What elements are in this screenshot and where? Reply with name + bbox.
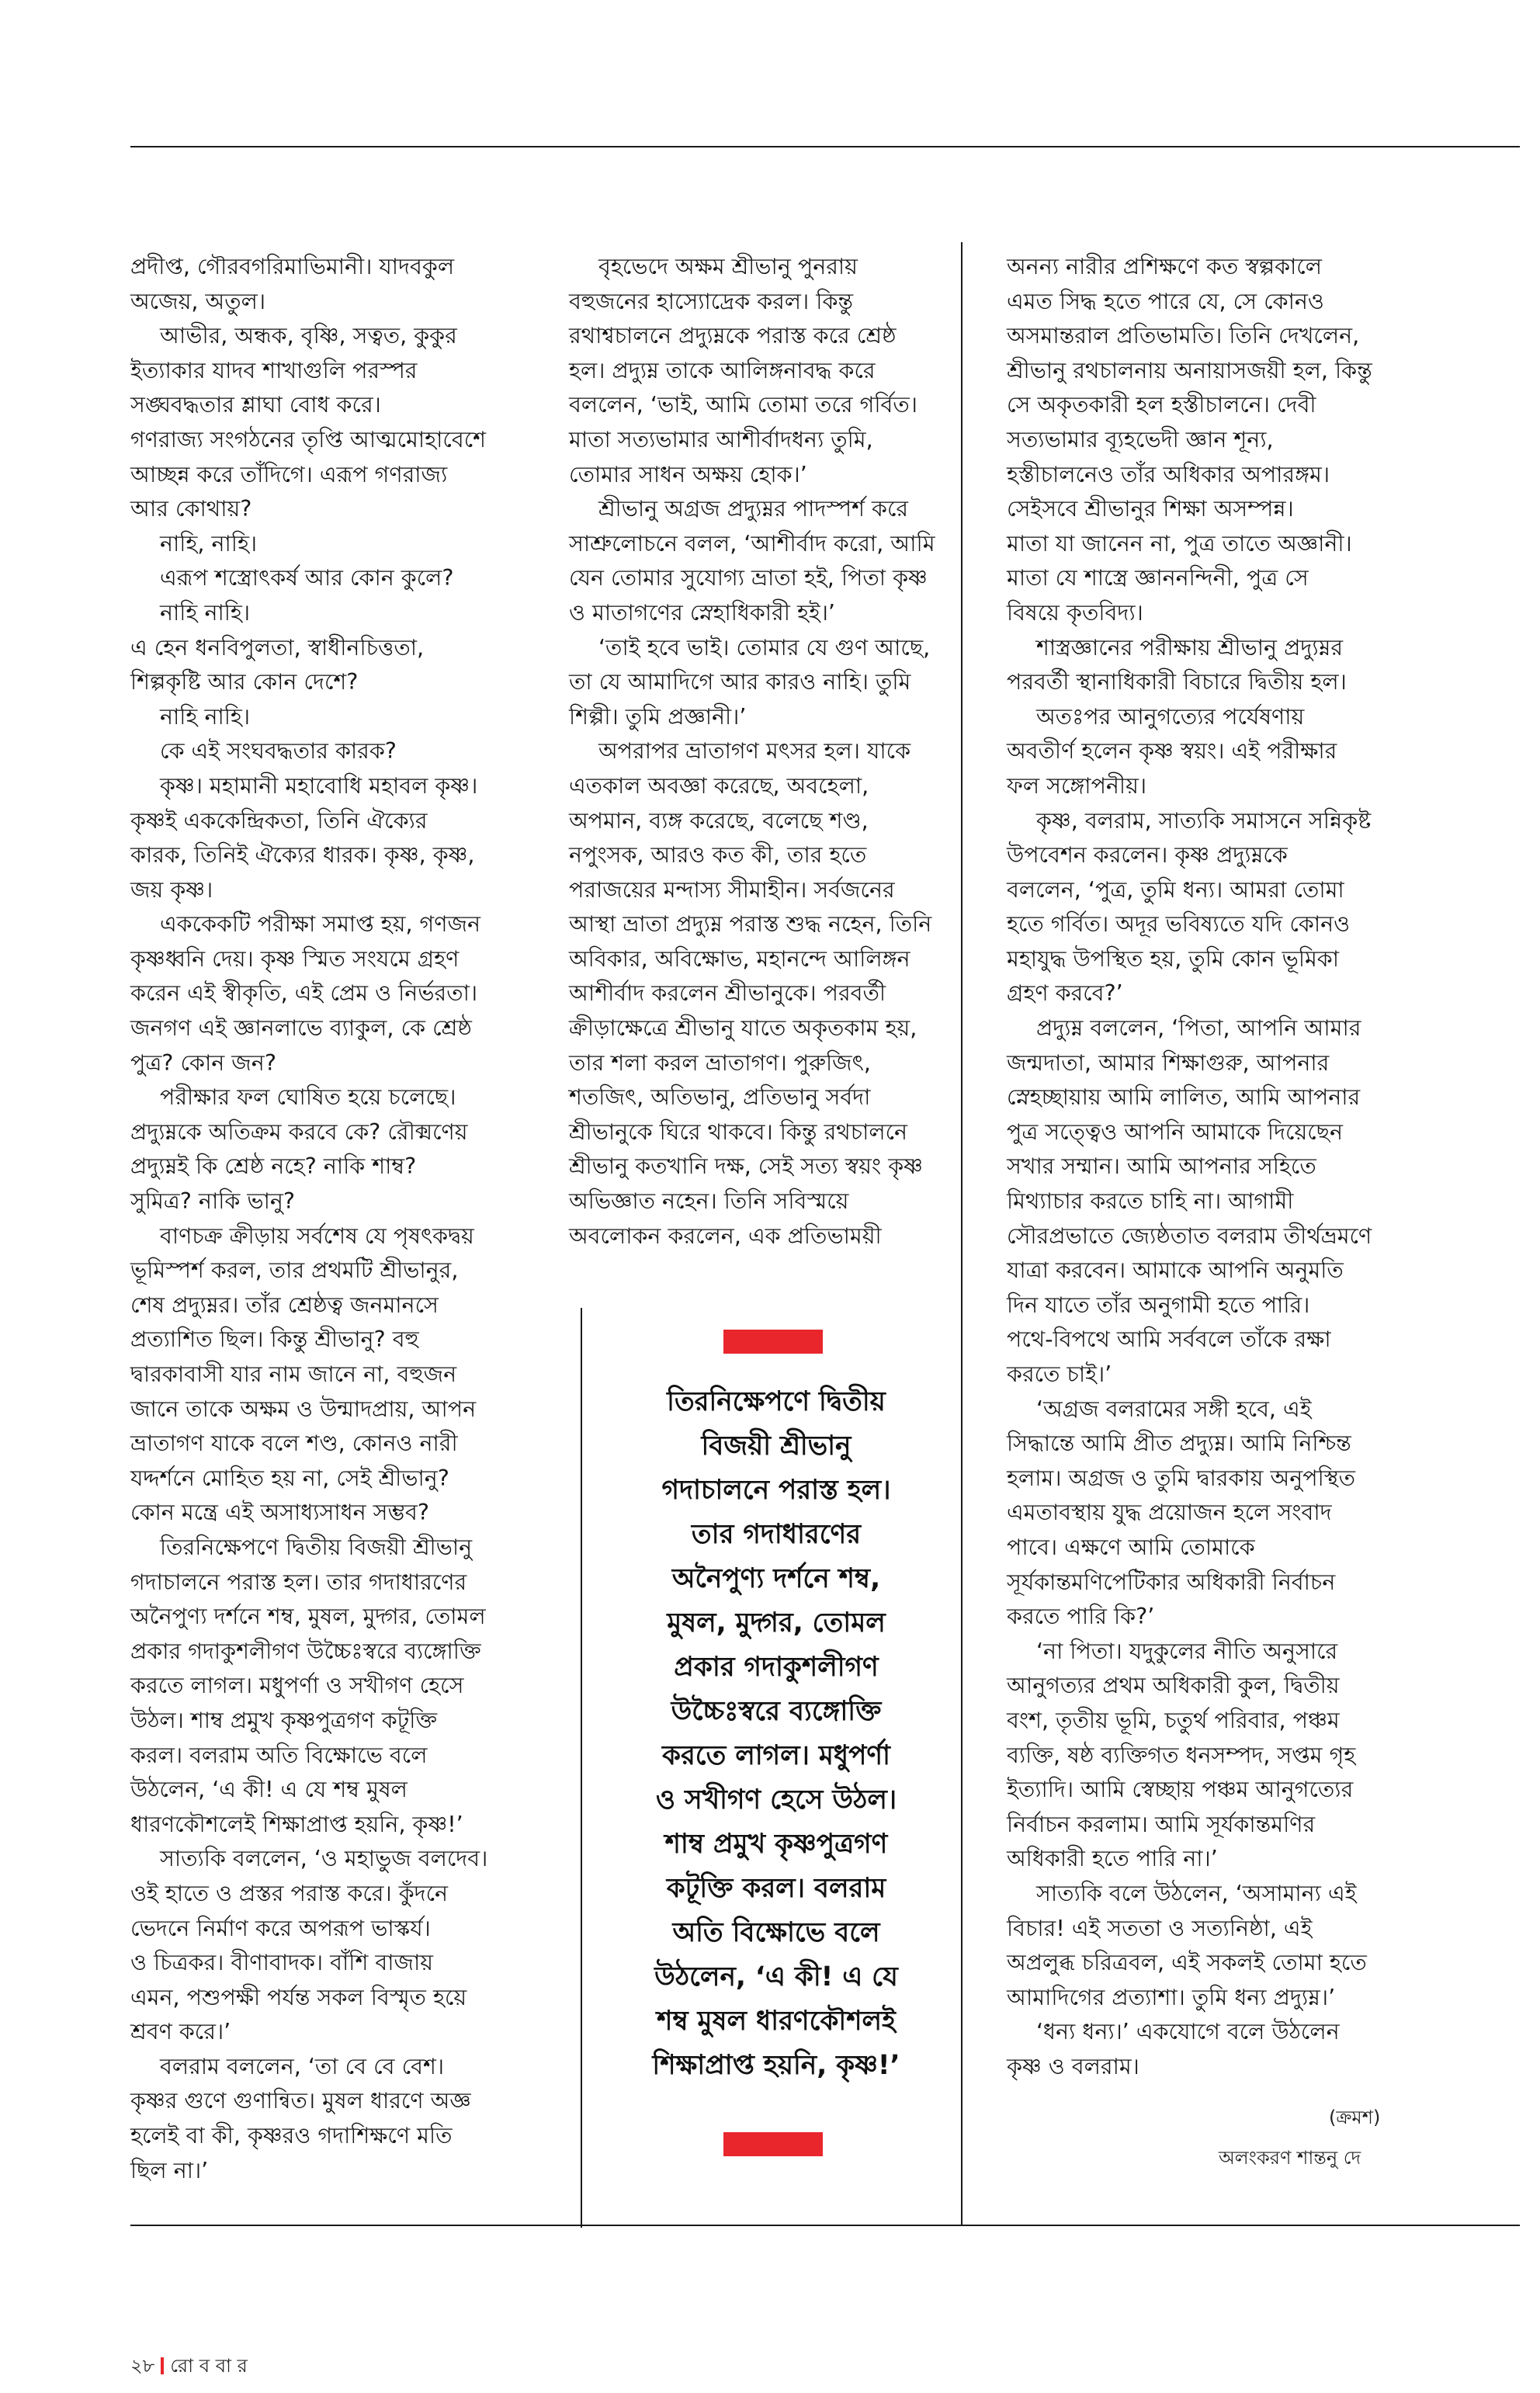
column-1-line: গদাচালনে পরাস্ত হল। তার গদাধারণের bbox=[130, 1569, 467, 1595]
column-1-line: দ্বারকাবাসী যার নাম জানে না, বহুজন bbox=[130, 1361, 457, 1387]
column-3-line: বিষয়ে কৃতবিদ্য। bbox=[1007, 599, 1143, 626]
column-3-line: পরবর্তী স্থানাধিকারী বিচারে দ্বিতীয় হল। bbox=[1007, 669, 1347, 695]
page-number: ২৮ bbox=[130, 2355, 155, 2377]
column-1-line: সঙ্ঘবদ্ধতার শ্লাঘা বোধ করে। bbox=[130, 392, 381, 418]
column-1-line: পরীক্ষার ফল ঘোষিত হয়ে চলেছে। bbox=[160, 1084, 456, 1111]
column-3-line: স্নেহচ্ছায়ায় আমি লালিত, আমি আপনার bbox=[1007, 1084, 1361, 1111]
pullquote-line: তার গদাধারণের bbox=[691, 1519, 862, 1550]
column-3-line: শ্রীভানু রথচালনায় অনায়াসজয়ী হল, কিন্তু bbox=[1007, 357, 1372, 383]
pullquote-line: উচ্চৈঃস্বরে ব্যঙ্গোক্তি bbox=[671, 1696, 882, 1727]
pullquote-line: উঠলেন, ‘এ কী! এ যে bbox=[654, 1961, 898, 1992]
column-2-line: অভিজ্ঞাত নহেন। তিনি সবিস্ময়ে bbox=[569, 1188, 849, 1215]
column-1-line: করল। বলরাম অতি বিক্ষোভে বলে bbox=[130, 1742, 428, 1768]
column-1 bbox=[130, 250, 571, 2188]
column-1-line: সাত্যকি বললেন, ‘ও মহাভুজ বলদেব। bbox=[160, 1846, 488, 1872]
column-1-line: করতে লাগল। মধুপর্ণা ও সখীগণ হেসে bbox=[130, 1673, 464, 1699]
column-3-line: মাতা যে শাস্ত্রে জ্ঞাননন্দিনী, পুত্র সে bbox=[1007, 565, 1309, 591]
column-3-line: ‘ধন্য ধন্য।’ একযোগে বলে উঠলেন bbox=[1036, 2019, 1340, 2045]
continued-note: (ক্রমশ) bbox=[1329, 2107, 1381, 2128]
column-1-line: ভ্রাতাগণ যাকে বলে শণ্ড, কোনও নারী bbox=[130, 1431, 458, 1457]
column-1-line: কৃষ্ণ। মহামানী মহাবোধি মহাবল কৃষ্ণ। bbox=[160, 772, 478, 799]
column-3-line: পুত্র সত্ত্বেও আপনি আমাকে দিয়েছেন bbox=[1007, 1118, 1344, 1145]
column-2-line: ও মাতাগণের স্নেহাধিকারী হই।’ bbox=[569, 599, 835, 626]
pullquote-line: বিজয়ী শ্রীভানু bbox=[701, 1431, 852, 1462]
column-3-line: বংশ, তৃতীয় ভূমি, চতুর্থ পরিবার, পঞ্চম bbox=[1007, 1707, 1340, 1733]
column-1-line: কে এই সংঘবদ্ধতার কারক? bbox=[160, 738, 397, 765]
column-3-line: সখার সম্মান। আমি আপনার সহিতে bbox=[1007, 1153, 1316, 1180]
column-3 bbox=[1007, 250, 1496, 2084]
column-2-line: ‘তাই হবে ভাই। তোমার যে গুণ আছে, bbox=[598, 634, 931, 661]
column-2-line: শিল্পী। তুমি প্রজ্ঞানী।’ bbox=[569, 703, 747, 730]
column-3-line: বললেন, ‘পুত্র, তুমি ধন্য। আমরা তোমা bbox=[1007, 876, 1344, 903]
column-2-line: শতজিৎ, অতিভানু, প্রতিভানু সর্বদা bbox=[569, 1084, 871, 1111]
column-1-line: উঠল। শাম্ব প্রমুখ কৃষ্ণপুত্রগণ কটূক্তি bbox=[130, 1707, 438, 1733]
column-3-line: ব্যক্তি, ষষ্ঠ ব্যক্তিগত ধনসম্পদ, সপ্তম গৃহ bbox=[1007, 1742, 1356, 1768]
illustration-credit: অলংকরণ শান্তনু দে bbox=[1219, 2147, 1361, 2169]
column-1-line: প্রত্যাশিত ছিল। কিন্তু শ্রীভানু? বহু bbox=[130, 1327, 419, 1353]
pullquote-bottom-bar bbox=[723, 2132, 823, 2156]
publication-name: রো ব বা র bbox=[170, 2355, 248, 2377]
column-3-line: গ্রহণ করবে?’ bbox=[1007, 980, 1123, 1007]
bottom-rule bbox=[130, 2225, 1520, 2226]
column-3-line: বিচার! এই সততা ও সত্যনিষ্ঠা, এই bbox=[1007, 1915, 1313, 1941]
column-2-line: আশীর্বাদ করলেন শ্রীভানুকে। পরবর্তী bbox=[569, 980, 886, 1007]
column-1-line: ধারণকৌশলেই শিক্ষাপ্রাপ্ত হয়নি, কৃষ্ণ!’ bbox=[130, 1811, 463, 1837]
pullquote-top-bar bbox=[723, 1330, 823, 1354]
column-1-line: হলেই বা কী, কৃষ্ণরও গদাশিক্ষণে মতি bbox=[130, 2123, 453, 2149]
column-3-line: হতে গর্বিত। অদূর ভবিষ্যতে যদি কোনও bbox=[1007, 911, 1351, 938]
column-3-line: অপ্রলুব্ধ চরিত্রবল, এই সকলই তোমা হতে bbox=[1007, 1950, 1367, 1976]
column-1-line: আভীর, অন্ধক, বৃষ্ণি, সত্বত, কুকুর bbox=[160, 323, 457, 349]
column-1-line: পুত্র? কোন জন? bbox=[130, 1049, 276, 1076]
pullquote-line: শম্ব মুষল ধারণকৌশলই bbox=[657, 2006, 896, 2037]
column-1-line: উঠলেন, ‘এ কী! এ যে শম্ব মুষল bbox=[130, 1777, 408, 1803]
column-1-line: বাণচক্র ক্রীড়ায় সর্বশেষ যে পৃষৎকদ্বয় bbox=[160, 1223, 474, 1249]
column-1-line: বলরাম বললেন, ‘তা বে বে বেশ। bbox=[160, 2053, 445, 2079]
column-1-line: জানে তাকে অক্ষম ও উন্মাদপ্রায়, আপন bbox=[130, 1396, 477, 1422]
column-3-line: যাত্রা করবেন। আমাকে আপনি অনুমতি bbox=[1007, 1257, 1344, 1284]
column-3-line: করতে পারি কি?’ bbox=[1007, 1604, 1155, 1630]
column-1-line: প্রদ্যুম্নকে অতিক্রম করবে কে? রৌক্মণেয় bbox=[130, 1118, 468, 1145]
column-1-line: অজেয়, অতুল। bbox=[130, 288, 266, 314]
column-1-line: আচ্ছন্ন করে তাঁদিগে। এরূপ গণরাজ্য bbox=[130, 461, 448, 487]
pullquote-line: শিক্ষাপ্রাপ্ত হয়নি, কৃষ্ণ!’ bbox=[652, 2050, 900, 2081]
column-3-line: সে অকৃতকারী হল হস্তীচালনে। দেবী bbox=[1007, 392, 1316, 418]
footer-separator bbox=[161, 2357, 164, 2374]
column-2-line: অবলোকন করলেন, এক প্রতিভাময়ী bbox=[569, 1223, 882, 1249]
column-3-line: কৃষ্ণ ও বলরাম। bbox=[1007, 2053, 1139, 2079]
column-1-line: জয় কৃষ্ণ। bbox=[130, 876, 213, 903]
column-3-line: মাতা যা জানেন না, পুত্র তাতে অজ্ঞানী। bbox=[1007, 530, 1352, 557]
column-2-line: আস্থা ভ্রাতা প্রদ্যুম্ন পরাস্ত শুদ্ধ নহেন, তিনি bbox=[569, 911, 932, 938]
pullquote bbox=[590, 1380, 962, 2088]
column-1-line: কারক, তিনিই ঐক্যের ধারক। কৃষ্ণ, কৃষ্ণ, bbox=[130, 842, 475, 869]
column-1-line: ও চিত্রকর। বীণাবাদক। বাঁশি বাজায় bbox=[130, 1950, 434, 1976]
column-2 bbox=[569, 250, 949, 1254]
column-2-line: হল। প্রদ্যুম্ন তাকে আলিঙ্গনাবদ্ধ করে bbox=[569, 357, 876, 383]
column-1-line: নাহি নাহি। bbox=[160, 599, 251, 626]
column-3-line: দিন যাতে তাঁর অনুগামী হতে পারি। bbox=[1007, 1292, 1310, 1318]
column-2-line: শ্রীভানুকে ঘিরে থাকবে। কিন্তু রথচালনে bbox=[569, 1118, 908, 1145]
column-2-line: তার শলা করল ভ্রাতাগণ। পুরুজিৎ, bbox=[569, 1049, 871, 1076]
pullquote-line: করতে লাগল। মধুপর্ণা bbox=[661, 1740, 891, 1771]
column-3-line: এমতাবস্থায় যুদ্ধ প্রয়োজন হলে সংবাদ bbox=[1007, 1500, 1332, 1526]
column-1-line: করেন এই স্বীকৃতি, এই প্রেম ও নির্ভরতা। bbox=[130, 980, 478, 1007]
column-2-line: তোমার সাধন অক্ষয় হোক।’ bbox=[569, 461, 807, 487]
column-1-line: কৃষ্ণই এককেন্দ্রিকতা, তিনি ঐক্যের bbox=[130, 807, 428, 834]
column-1-line: সুমিত্র? নাকি ভানু? bbox=[130, 1188, 295, 1215]
column-1-line: কৃষ্ণর গুণে গুণান্বিত। মুষল ধারণে অজ্ঞ bbox=[130, 2088, 471, 2114]
column-3-line: অধিকারী হতে পারি না।’ bbox=[1007, 1846, 1218, 1872]
column-2-line: রথাশ্বচালনে প্রদ্যুম্নকে পরাস্ত করে শ্রেষ্ঠ bbox=[569, 323, 897, 349]
column-3-line: সূর্যকান্তমণিপেটিকার অধিকারী নির্বাচন bbox=[1007, 1569, 1336, 1595]
column-3-line: ফল সঙ্গোপনীয়। bbox=[1007, 772, 1147, 799]
column-1-line: প্রদ্যুম্নই কি শ্রেষ্ঠ নহে? নাকি শাম্ব? bbox=[130, 1153, 417, 1180]
column-2-line: ক্রীড়াক্ষেত্রে শ্রীভানু যাতে অকৃতকাম হয়, bbox=[569, 1015, 917, 1042]
column-2-line: শ্রীভানু অগ্রজ প্রদ্যুম্নর পাদস্পর্শ করে bbox=[598, 496, 909, 522]
column-2-line: পরাজয়ের মন্দাস্য সীমাহীন। সর্বজনের bbox=[569, 876, 895, 903]
column-1-line: ছিল না।’ bbox=[130, 2157, 209, 2183]
column-3-line: সৌরপ্রভাতে জ্যেষ্ঠতাত বলরাম তীর্থভ্রমণে bbox=[1007, 1223, 1372, 1249]
column-1-line: এরূপ শস্ত্রোৎকর্ষ আর কোন কুলে? bbox=[160, 565, 454, 591]
page-footer bbox=[130, 2352, 248, 2383]
column-1-line: আর কোথায়? bbox=[130, 496, 252, 522]
column-3-line: আমাদিগের প্রত্যাশা। তুমি ধন্য প্রদ্যুম্ন।’ bbox=[1007, 1984, 1336, 2010]
column-3-line: শাস্ত্রজ্ঞানের পরীক্ষায় শ্রীভানু প্রদ্যুম্নর bbox=[1036, 634, 1344, 661]
column-3-line: জন্মদাতা, আমার শিক্ষাগুরু, আপনার bbox=[1007, 1049, 1330, 1076]
column-3-line: পাবে। এক্ষণে আমি তোমাকে bbox=[1007, 1534, 1255, 1560]
column-1-line: শিল্পকৃষ্টি আর কোন দেশে? bbox=[130, 669, 359, 695]
column-1-line: কৃষ্ণধ্বনি দেয়। কৃষ্ণ স্মিত সংযমে গ্রহণ bbox=[130, 945, 460, 972]
column-2-line: অবিকার, অবিক্ষোভ, মহানন্দে আলিঙ্গন bbox=[569, 945, 910, 972]
column-1-line: ইত্যাকার যাদব শাখাগুলি পরস্পর bbox=[130, 357, 418, 383]
column-2-line: যেন তোমার সুযোগ্য ভ্রাতা হই, পিতা কৃষ্ণ bbox=[569, 565, 928, 591]
column-3-line: আনুগত্যর প্রথম অধিকারী কুল, দ্বিতীয় bbox=[1007, 1673, 1340, 1699]
pullquote-line: তিরনিক্ষেপণে দ্বিতীয় bbox=[667, 1386, 886, 1417]
pullquote-line: গদাচালনে পরাস্ত হল। bbox=[661, 1475, 891, 1506]
pullquote-line: কটূক্তি করল। বলরাম bbox=[666, 1873, 886, 1904]
column-2-line: বৃহভেদে অক্ষম শ্রীভানু পুনরায় bbox=[598, 254, 858, 279]
column-1-line: শ্রবণ করে।’ bbox=[130, 2019, 231, 2045]
column-3-line: অসমান্তরাল প্রতিভামতি। তিনি দেখলেন, bbox=[1007, 323, 1360, 349]
column-2-line: এতকাল অবজ্ঞা করেছে, অবহেলা, bbox=[569, 772, 869, 799]
column-3-line: ‘অগ্রজ বলরামের সঙ্গী হবে, এই bbox=[1036, 1396, 1312, 1422]
column-2-line: তা যে আমাদিগে আর কারও নাহি। তুমি bbox=[569, 669, 911, 695]
column-2-line: অপরাপর ভ্রাতাগণ মৎসর হল। যাকে bbox=[598, 738, 911, 765]
column-1-line: জনগণ এই জ্ঞানলাভে ব্যাকুল, কে শ্রেষ্ঠ bbox=[130, 1015, 472, 1042]
column-3-line: সাত্যকি বলে উঠলেন, ‘অসামান্য এই bbox=[1036, 1880, 1357, 1906]
column-divider-left bbox=[581, 1308, 582, 2228]
column-1-line: এমন, পশুপক্ষী পর্যন্ত সকল বিস্মৃত হয়ে bbox=[130, 1984, 467, 2010]
column-1-line: তিরনিক্ষেপণে দ্বিতীয় বিজয়ী শ্রীভানু bbox=[160, 1534, 473, 1560]
pullquote-line: প্রকার গদাকুশলীগণ bbox=[674, 1652, 879, 1683]
pullquote-line: অতি বিক্ষোভে বলে bbox=[672, 1917, 880, 1948]
column-2-line: মাতা সত্যভামার আশীর্বাদধন্য তুমি, bbox=[569, 426, 873, 453]
column-3-line: হস্তীচালনেও তাঁর অধিকার অপারঙ্গম। bbox=[1007, 461, 1330, 487]
column-2-line: অপমান, ব্যঙ্গ করেছে, বলেছে শণ্ড, bbox=[569, 807, 869, 834]
column-3-line: এমত সিদ্ধ হতে পারে যে, সে কোনও bbox=[1007, 288, 1324, 314]
column-3-line: হলাম। অগ্রজ ও তুমি দ্বারকায় অনুপস্থিত bbox=[1007, 1465, 1355, 1491]
column-3-line: অতঃপর আনুগত্যের পর্যেষণায় bbox=[1036, 703, 1305, 730]
column-3-line: সত্যভামার ব্যূহভেদী জ্ঞান শূন্য, bbox=[1007, 426, 1274, 453]
column-1-line: নাহি নাহি। bbox=[160, 703, 251, 730]
column-1-line: ভূমিস্পর্শ করল, তার প্রথমটি শ্রীভানুর, bbox=[130, 1257, 459, 1284]
column-1-line: গণরাজ্য সংগঠনের তৃপ্তি আত্মমোহাবেশে bbox=[130, 426, 487, 453]
column-3-line: নির্বাচন করলাম। আমি সূর্যকান্তমণির bbox=[1007, 1811, 1316, 1837]
column-1-line: এককেকটি পরীক্ষা সমাপ্ত হয়, গণজন bbox=[160, 911, 480, 938]
column-3-line: অবতীর্ণ হলেন কৃষ্ণ স্বয়ং। এই পরীক্ষার bbox=[1007, 738, 1337, 765]
column-3-line: মহাযুদ্ধ উপস্থিত হয়, তুমি কোন ভূমিকা bbox=[1007, 945, 1340, 972]
column-1-line: অনৈপুণ্য দর্শনে শম্ব, মুষল, মুদ্গর, তোমল bbox=[130, 1604, 486, 1630]
column-3-line: সিদ্ধান্তে আমি প্রীত প্রদ্যুম্ন। আমি নিশ্চিন্ত bbox=[1007, 1431, 1351, 1457]
pullquote-line: মুষল, মুদ্গর, তোমল bbox=[667, 1607, 886, 1639]
column-1-line: যদ্দর্শনে মোহিত হয় না, সেই শ্রীভানু? bbox=[130, 1465, 449, 1491]
column-2-line: সাশ্রুলোচনে বলল, ‘আশীর্বাদ করো, আমি bbox=[569, 530, 935, 557]
column-3-line: সেইসবে শ্রীভানুর শিক্ষা অসম্পন্ন। bbox=[1007, 496, 1294, 522]
column-1-line: কোন মন্ত্রে এই অসাধ্যসাধন সম্ভব? bbox=[130, 1500, 430, 1526]
column-2-line: বহুজনের হাস্যোদ্রেক করল। কিন্তু bbox=[569, 288, 854, 314]
pullquote-line: শাম্ব প্রমুখ কৃষ্ণপুত্রগণ bbox=[664, 1829, 888, 1860]
column-1-line: ভেদনে নির্মাণ করে অপরূপ ভাস্কর্য। bbox=[130, 1915, 431, 1941]
column-3-line: অনন্য নারীর প্রশিক্ষণে কত স্বল্পকালে bbox=[1007, 254, 1322, 279]
column-1-line: ওই হাতে ও প্রস্তর পরাস্ত করে। কুঁদনে bbox=[130, 1880, 449, 1906]
column-1-line: শেষ প্রদ্যুম্নর। তাঁর শ্রেষ্ঠত্ব জনমানসে bbox=[130, 1292, 439, 1318]
column-3-line: কৃষ্ণ, বলরাম, সাত্যকি সমাসনে সন্নিকৃষ্ট bbox=[1036, 807, 1372, 834]
column-1-line: প্রকার গদাকুশলীগণ উচ্চৈঃস্বরে ব্যঙ্গোক্তি bbox=[130, 1638, 481, 1664]
column-3-line: করতে চাই।’ bbox=[1007, 1361, 1112, 1387]
top-rule bbox=[130, 146, 1520, 147]
pullquote-line: ও সখীগণ হেসে উঠল। bbox=[655, 1784, 897, 1816]
column-1-line: নাহি, নাহি। bbox=[160, 530, 258, 557]
column-3-line: প্রদ্যুম্ন বললেন, ‘পিতা, আপনি আমার bbox=[1036, 1015, 1361, 1042]
column-3-line: মিথ্যাচার করতে চাহি না। আগামী bbox=[1007, 1188, 1294, 1215]
pullquote-line: অনৈপুণ্য দর্শনে শম্ব, bbox=[671, 1563, 881, 1594]
column-2-line: বললেন, ‘ভাই, আমি তোমা তরে গর্বিত। bbox=[569, 392, 917, 418]
column-1-line: এ হেন ধনবিপুলতা, স্বাধীনচিত্ততা, bbox=[130, 634, 425, 661]
column-3-line: ইত্যাদি। আমি স্বেচ্ছায় পঞ্চম আনুগত্যের bbox=[1007, 1777, 1354, 1803]
column-3-line: পথে-বিপথে আমি সর্ববলে তাঁকে রক্ষা bbox=[1007, 1327, 1331, 1353]
column-2-line: নপুংসক, আরও কত কী, তার হতে bbox=[569, 842, 867, 869]
column-3-line: ‘না পিতা। যদুকুলের নীতি অনুসারে bbox=[1036, 1638, 1338, 1664]
column-3-line: উপবেশন করলেন। কৃষ্ণ প্রদ্যুম্নকে bbox=[1007, 842, 1288, 869]
column-2-line: শ্রীভানু কতখানি দক্ষ, সেই সত্য স্বয়ং কৃষ্ণ bbox=[569, 1153, 923, 1180]
column-1-line: প্রদীপ্ত, গৌরবগরিমাভিমানী। যাদবকুল bbox=[130, 254, 455, 279]
